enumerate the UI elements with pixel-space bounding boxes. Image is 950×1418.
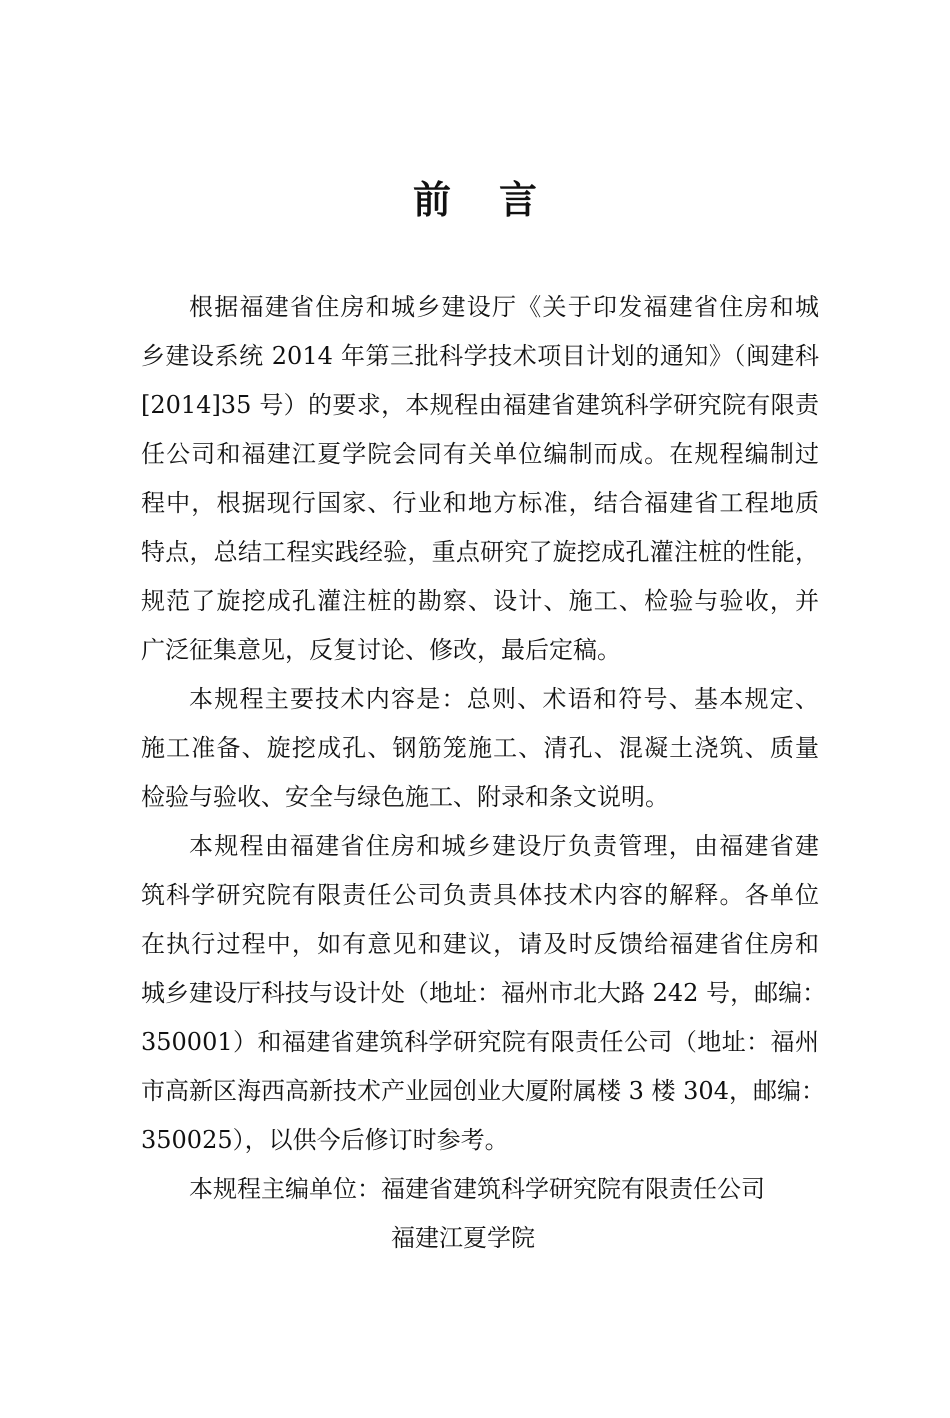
paragraph-line: 本规程由福建省住房和城乡建设厅负责管理，由福建省建 [189,832,819,860]
paragraph-line: 筑科学研究院有限责任公司负责具体技术内容的解释。各单位 [141,881,819,909]
page-title: 前言 [412,177,585,222]
paragraph-line: 根据福建省住房和城乡建设厅《关于印发福建省住房和城 [189,293,819,321]
paragraph-line: 在执行过程中，如有意见和建议，请及时反馈给福建省住房和 [141,930,819,958]
paragraph-line: 特点，总结工程实践经验，重点研究了旋挖成孔灌注桩的性能， [141,538,819,566]
paragraph-line: 市高新区海西高新技术产业园创业大厦附属楼 3 楼 304，邮编： [141,1077,825,1105]
paragraph-line: 检验与验收、安全与绿色施工、附录和条文说明。 [141,783,669,811]
paragraph-line: 任公司和福建江夏学院会同有关单位编制而成。在规程编制过 [141,440,819,468]
chief-editor-line-2: 福建江夏学院 [391,1224,535,1252]
paragraph-line: 乡建设系统 2014 年第三批科学技术项目计划的通知》（闽建科 [141,342,819,370]
chief-editor-units [141,1165,819,1263]
preface-body [141,283,827,1263]
paragraph-line: 350001）和福建省建筑科学研究院有限责任公司（地址：福州 [141,1028,819,1056]
paragraph-2 [141,675,819,822]
paragraph-line: [2014]35 号）的要求，本规程由福建省建筑科学研究院有限责 [141,391,819,419]
paragraph-3 [141,822,827,1165]
paragraph-line: 城乡建设厅科技与设计处（地址：福州市北大路 242 号，邮编： [141,979,827,1007]
paragraph-1 [141,283,819,675]
paragraph-line: 施工准备、旋挖成孔、钢筋笼施工、清孔、混凝土浇筑、质量 [141,734,819,762]
paragraph-line: 本规程主要技术内容是：总则、术语和符号、基本规定、 [189,685,819,713]
chief-editor-line-1: 本规程主编单位：福建省建筑科学研究院有限责任公司 [189,1175,765,1203]
paragraph-line: 350025），以供今后修订时参考。 [141,1126,509,1154]
paragraph-line: 广泛征集意见，反复讨论、修改，最后定稿。 [141,636,621,664]
paragraph-line: 规范了旋挖成孔灌注桩的勘察、设计、施工、检验与验收，并 [141,587,819,615]
paragraph-line: 程中，根据现行国家、行业和地方标准，结合福建省工程地质 [141,489,819,517]
